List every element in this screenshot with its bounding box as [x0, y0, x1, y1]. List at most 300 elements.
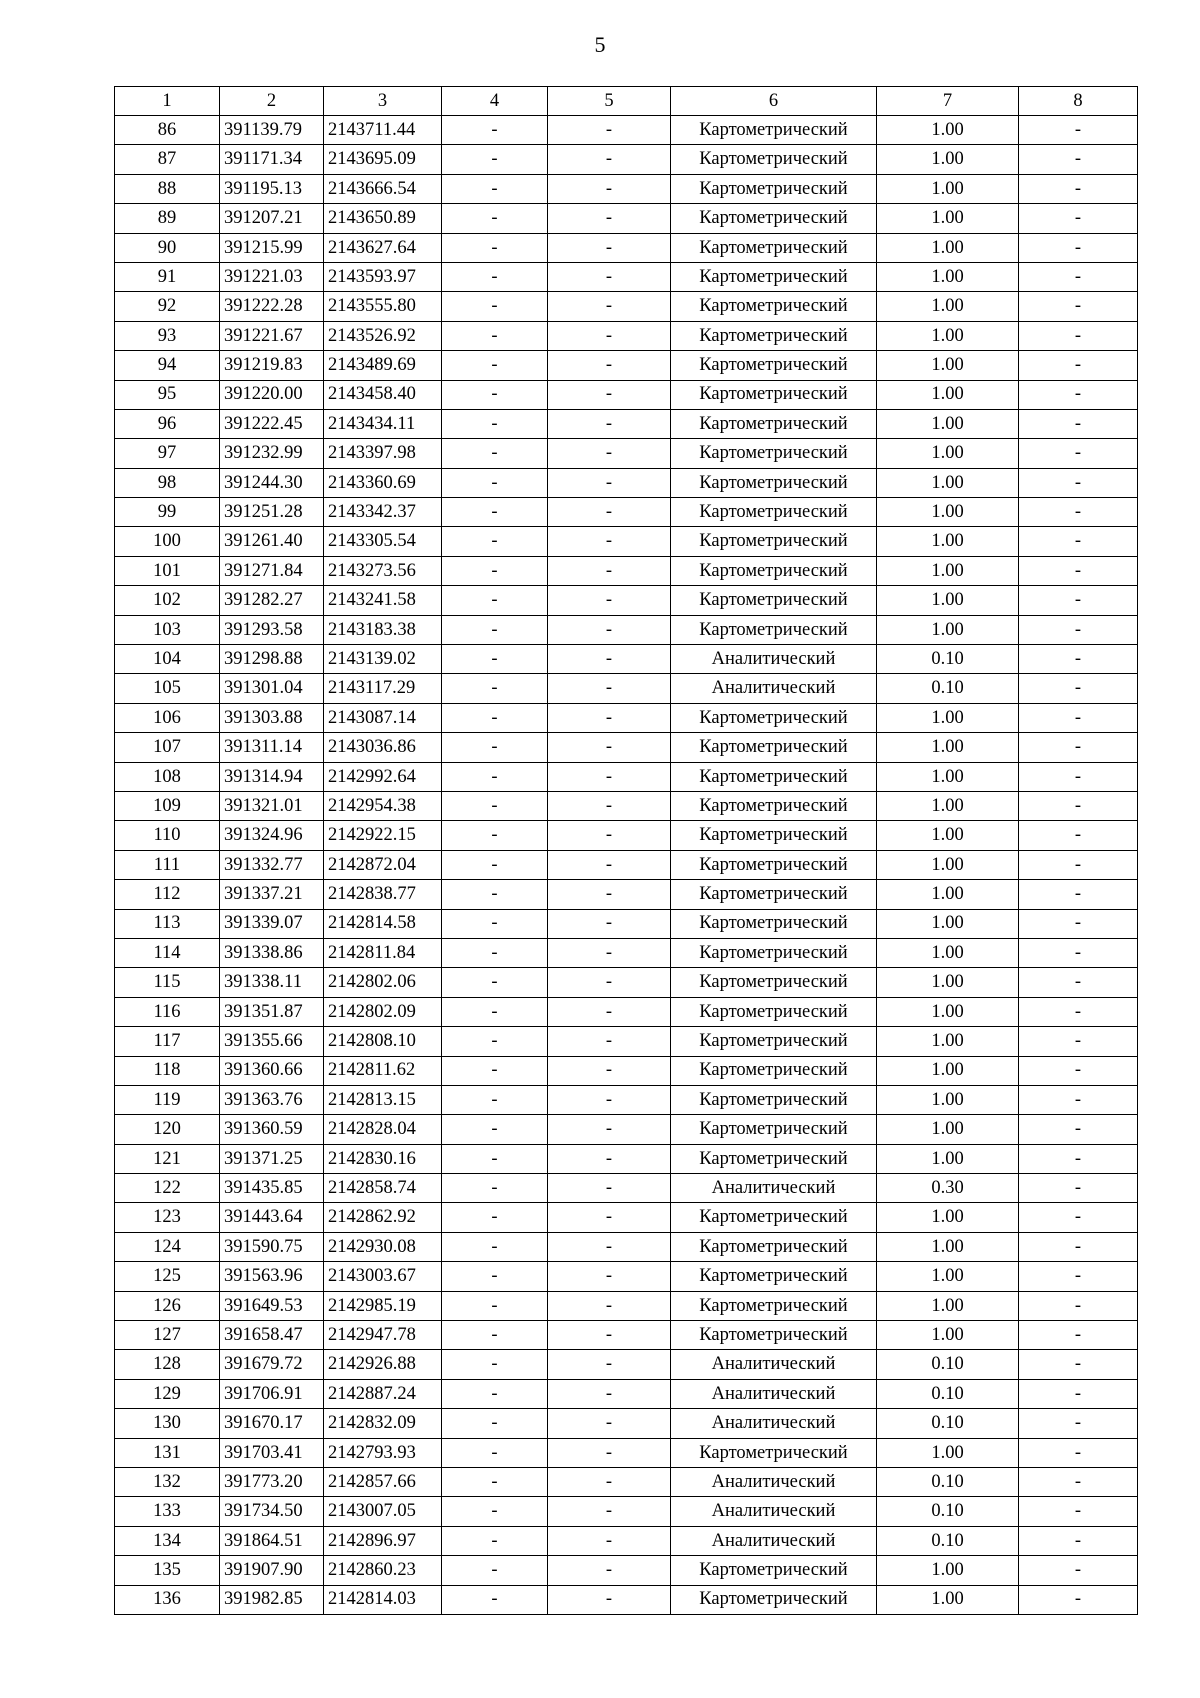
column-8-cell: -	[1019, 233, 1138, 262]
col-8-header: 8	[1019, 87, 1138, 116]
point-number-cell: 98	[115, 468, 220, 497]
y-coordinate-cell: 2143526.92	[324, 321, 442, 350]
table-row	[115, 703, 1138, 732]
column-5-cell: -	[548, 703, 671, 732]
accuracy-cell: 0.10	[877, 674, 1019, 703]
column-8-cell: -	[1019, 674, 1138, 703]
y-coordinate-cell: 2143397.98	[324, 439, 442, 468]
column-4-cell: -	[442, 1467, 548, 1496]
column-4-cell: -	[442, 380, 548, 409]
column-5-cell: -	[548, 468, 671, 497]
column-5-cell: -	[548, 409, 671, 438]
column-4-cell: -	[442, 791, 548, 820]
column-4-cell: -	[442, 1262, 548, 1291]
accuracy-cell: 1.00	[877, 1262, 1019, 1291]
accuracy-cell: 1.00	[877, 850, 1019, 879]
method-cell: Картометрический	[671, 380, 877, 409]
column-4-cell: -	[442, 439, 548, 468]
column-5-cell: -	[548, 1497, 671, 1526]
accuracy-cell: 0.10	[877, 1497, 1019, 1526]
column-8-cell: -	[1019, 1174, 1138, 1203]
column-8-cell: -	[1019, 1115, 1138, 1144]
point-number-cell: 88	[115, 174, 220, 203]
point-number-cell: 95	[115, 380, 220, 409]
column-5-cell: -	[548, 233, 671, 262]
x-coordinate-cell: 391363.76	[220, 1085, 324, 1114]
column-8-cell: -	[1019, 821, 1138, 850]
method-cell: Картометрический	[671, 468, 877, 497]
x-coordinate-cell: 391563.96	[220, 1262, 324, 1291]
column-8-cell: -	[1019, 321, 1138, 350]
table-row	[115, 938, 1138, 967]
method-cell: Картометрический	[671, 1556, 877, 1585]
point-number-cell: 113	[115, 909, 220, 938]
point-number-cell: 112	[115, 880, 220, 909]
x-coordinate-cell: 391907.90	[220, 1556, 324, 1585]
page-number: 5	[594, 32, 606, 57]
accuracy-cell: 1.00	[877, 380, 1019, 409]
method-cell: Картометрический	[671, 1291, 877, 1320]
column-8-cell: -	[1019, 997, 1138, 1026]
column-5-cell: -	[548, 791, 671, 820]
x-coordinate-cell: 391443.64	[220, 1203, 324, 1232]
point-number-cell: 128	[115, 1350, 220, 1379]
column-4-cell: -	[442, 1585, 548, 1614]
column-8-cell: -	[1019, 968, 1138, 997]
table-row	[115, 1232, 1138, 1261]
column-5-cell: -	[548, 645, 671, 674]
column-5-cell: -	[548, 1085, 671, 1114]
point-number-cell: 103	[115, 615, 220, 644]
x-coordinate-cell: 391703.41	[220, 1438, 324, 1467]
column-5-cell: -	[548, 556, 671, 585]
column-8-cell: -	[1019, 409, 1138, 438]
y-coordinate-cell: 2142947.78	[324, 1321, 442, 1350]
method-cell: Картометрический	[671, 439, 877, 468]
y-coordinate-cell: 2142802.06	[324, 968, 442, 997]
x-coordinate-cell: 391219.83	[220, 351, 324, 380]
y-coordinate-cell: 2142930.08	[324, 1232, 442, 1261]
accuracy-cell: 1.00	[877, 351, 1019, 380]
method-cell: Картометрический	[671, 409, 877, 438]
point-number-cell: 90	[115, 233, 220, 262]
table-row	[115, 1144, 1138, 1173]
table-row	[115, 1556, 1138, 1585]
column-8-cell: -	[1019, 909, 1138, 938]
table-row	[115, 1174, 1138, 1203]
method-cell: Аналитический	[671, 1174, 877, 1203]
x-coordinate-cell: 391221.03	[220, 262, 324, 291]
accuracy-cell: 1.00	[877, 527, 1019, 556]
column-4-cell: -	[442, 615, 548, 644]
column-5-cell: -	[548, 762, 671, 791]
x-coordinate-cell: 391314.94	[220, 762, 324, 791]
y-coordinate-cell: 2143458.40	[324, 380, 442, 409]
method-cell: Картометрический	[671, 1027, 877, 1056]
column-8-cell: -	[1019, 292, 1138, 321]
x-coordinate-cell: 391590.75	[220, 1232, 324, 1261]
column-8-cell: -	[1019, 1409, 1138, 1438]
point-number-cell: 131	[115, 1438, 220, 1467]
y-coordinate-cell: 2143003.67	[324, 1262, 442, 1291]
x-coordinate-cell: 391360.66	[220, 1056, 324, 1085]
x-coordinate-cell: 391221.67	[220, 321, 324, 350]
y-coordinate-cell: 2143273.56	[324, 556, 442, 585]
x-coordinate-cell: 391670.17	[220, 1409, 324, 1438]
point-number-cell: 126	[115, 1291, 220, 1320]
point-number-cell: 120	[115, 1115, 220, 1144]
column-4-cell: -	[442, 997, 548, 1026]
x-coordinate-cell: 391303.88	[220, 703, 324, 732]
y-coordinate-cell: 2142896.97	[324, 1526, 442, 1555]
column-5-cell: -	[548, 498, 671, 527]
y-coordinate-cell: 2142814.03	[324, 1585, 442, 1614]
column-8-cell: -	[1019, 527, 1138, 556]
x-coordinate-cell: 391360.59	[220, 1115, 324, 1144]
column-5-cell: -	[548, 1027, 671, 1056]
x-coordinate-cell: 391171.34	[220, 145, 324, 174]
column-8-cell: -	[1019, 204, 1138, 233]
column-8-cell: -	[1019, 468, 1138, 497]
column-5-cell: -	[548, 380, 671, 409]
method-cell: Картометрический	[671, 233, 877, 262]
col-1-header: 1	[115, 87, 220, 116]
method-cell: Картометрический	[671, 909, 877, 938]
column-5-cell: -	[548, 527, 671, 556]
column-8-cell: -	[1019, 1379, 1138, 1408]
column-5-cell: -	[548, 1262, 671, 1291]
accuracy-cell: 1.00	[877, 938, 1019, 967]
accuracy-cell: 0.10	[877, 1526, 1019, 1555]
x-coordinate-cell: 391338.86	[220, 938, 324, 967]
col-6-header: 6	[671, 87, 877, 116]
x-coordinate-cell: 391271.84	[220, 556, 324, 585]
column-4-cell: -	[442, 292, 548, 321]
column-8-cell: -	[1019, 1556, 1138, 1585]
point-number-cell: 135	[115, 1556, 220, 1585]
column-5-cell: -	[548, 586, 671, 615]
accuracy-cell: 1.00	[877, 909, 1019, 938]
column-4-cell: -	[442, 1085, 548, 1114]
column-4-cell: -	[442, 645, 548, 674]
x-coordinate-cell: 391355.66	[220, 1027, 324, 1056]
table-row	[115, 880, 1138, 909]
accuracy-cell: 0.10	[877, 645, 1019, 674]
table-row	[115, 556, 1138, 585]
column-5-cell: -	[548, 1585, 671, 1614]
method-cell: Картометрический	[671, 292, 877, 321]
column-8-cell: -	[1019, 762, 1138, 791]
x-coordinate-cell: 391244.30	[220, 468, 324, 497]
y-coordinate-cell: 2142862.92	[324, 1203, 442, 1232]
y-coordinate-cell: 2142832.09	[324, 1409, 442, 1438]
column-8-cell: -	[1019, 145, 1138, 174]
accuracy-cell: 1.00	[877, 556, 1019, 585]
column-8-cell: -	[1019, 556, 1138, 585]
column-5-cell: -	[548, 145, 671, 174]
coordinates-table	[114, 86, 1138, 1615]
point-number-cell: 101	[115, 556, 220, 585]
y-coordinate-cell: 2142808.10	[324, 1027, 442, 1056]
col-7-header: 7	[877, 87, 1019, 116]
point-number-cell: 109	[115, 791, 220, 820]
point-number-cell: 136	[115, 1585, 220, 1614]
column-4-cell: -	[442, 968, 548, 997]
table-row	[115, 409, 1138, 438]
method-cell: Картометрический	[671, 997, 877, 1026]
y-coordinate-cell: 2143305.54	[324, 527, 442, 556]
method-cell: Картометрический	[671, 1262, 877, 1291]
column-4-cell: -	[442, 233, 548, 262]
y-coordinate-cell: 2142860.23	[324, 1556, 442, 1585]
table-row	[115, 204, 1138, 233]
y-coordinate-cell: 2143434.11	[324, 409, 442, 438]
table-row	[115, 1526, 1138, 1555]
accuracy-cell: 1.00	[877, 145, 1019, 174]
accuracy-cell: 1.00	[877, 1556, 1019, 1585]
x-coordinate-cell: 391293.58	[220, 615, 324, 644]
column-4-cell: -	[442, 468, 548, 497]
y-coordinate-cell: 2142954.38	[324, 791, 442, 820]
column-5-cell: -	[548, 1526, 671, 1555]
method-cell: Картометрический	[671, 821, 877, 850]
column-8-cell: -	[1019, 1438, 1138, 1467]
table-row	[115, 1467, 1138, 1496]
column-5-cell: -	[548, 909, 671, 938]
table-row	[115, 145, 1138, 174]
table-row	[115, 1027, 1138, 1056]
table-row	[115, 1115, 1138, 1144]
column-4-cell: -	[442, 1027, 548, 1056]
column-4-cell: -	[442, 880, 548, 909]
method-cell: Картометрический	[671, 850, 877, 879]
point-number-cell: 115	[115, 968, 220, 997]
column-4-cell: -	[442, 909, 548, 938]
column-4-cell: -	[442, 116, 548, 145]
point-number-cell: 87	[115, 145, 220, 174]
y-coordinate-cell: 2142857.66	[324, 1467, 442, 1496]
column-8-cell: -	[1019, 1056, 1138, 1085]
column-5-cell: -	[548, 938, 671, 967]
point-number-cell: 118	[115, 1056, 220, 1085]
column-4-cell: -	[442, 733, 548, 762]
y-coordinate-cell: 2143555.80	[324, 292, 442, 321]
column-4-cell: -	[442, 1174, 548, 1203]
column-8-cell: -	[1019, 1262, 1138, 1291]
column-8-cell: -	[1019, 938, 1138, 967]
method-cell: Картометрический	[671, 1203, 877, 1232]
column-8-cell: -	[1019, 1467, 1138, 1496]
accuracy-cell: 1.00	[877, 1232, 1019, 1261]
point-number-cell: 121	[115, 1144, 220, 1173]
column-8-cell: -	[1019, 1203, 1138, 1232]
table-row	[115, 351, 1138, 380]
x-coordinate-cell: 391195.13	[220, 174, 324, 203]
column-8-cell: -	[1019, 615, 1138, 644]
y-coordinate-cell: 2143007.05	[324, 1497, 442, 1526]
table-row	[115, 527, 1138, 556]
table-row	[115, 1497, 1138, 1526]
column-5-cell: -	[548, 1409, 671, 1438]
table-row	[115, 997, 1138, 1026]
column-4-cell: -	[442, 1291, 548, 1320]
x-coordinate-cell: 391311.14	[220, 733, 324, 762]
method-cell: Картометрический	[671, 1321, 877, 1350]
y-coordinate-cell: 2142872.04	[324, 850, 442, 879]
table-row	[115, 821, 1138, 850]
point-number-cell: 105	[115, 674, 220, 703]
column-4-cell: -	[442, 1409, 548, 1438]
table-row	[115, 292, 1138, 321]
point-number-cell: 92	[115, 292, 220, 321]
column-8-cell: -	[1019, 1291, 1138, 1320]
table-row	[115, 380, 1138, 409]
column-4-cell: -	[442, 762, 548, 791]
point-number-cell: 89	[115, 204, 220, 233]
method-cell: Картометрический	[671, 586, 877, 615]
y-coordinate-cell: 2142802.09	[324, 997, 442, 1026]
point-number-cell: 134	[115, 1526, 220, 1555]
column-8-cell: -	[1019, 1144, 1138, 1173]
x-coordinate-cell: 391207.21	[220, 204, 324, 233]
table-row	[115, 498, 1138, 527]
table-row	[115, 1438, 1138, 1467]
accuracy-cell: 1.00	[877, 439, 1019, 468]
column-8-cell: -	[1019, 1321, 1138, 1350]
column-5-cell: -	[548, 1056, 671, 1085]
column-5-cell: -	[548, 1232, 671, 1261]
table-row	[115, 762, 1138, 791]
column-8-cell: -	[1019, 1085, 1138, 1114]
x-coordinate-cell: 391324.96	[220, 821, 324, 850]
y-coordinate-cell: 2143087.14	[324, 703, 442, 732]
accuracy-cell: 1.00	[877, 1585, 1019, 1614]
method-cell: Картометрический	[671, 1585, 877, 1614]
y-coordinate-cell: 2143650.89	[324, 204, 442, 233]
point-number-cell: 93	[115, 321, 220, 350]
column-4-cell: -	[442, 1526, 548, 1555]
accuracy-cell: 1.00	[877, 733, 1019, 762]
accuracy-cell: 1.00	[877, 1203, 1019, 1232]
x-coordinate-cell: 391649.53	[220, 1291, 324, 1320]
point-number-cell: 117	[115, 1027, 220, 1056]
column-5-cell: -	[548, 880, 671, 909]
point-number-cell: 94	[115, 351, 220, 380]
accuracy-cell: 1.00	[877, 204, 1019, 233]
accuracy-cell: 1.00	[877, 1085, 1019, 1114]
column-5-cell: -	[548, 351, 671, 380]
accuracy-cell: 1.00	[877, 1144, 1019, 1173]
column-8-cell: -	[1019, 586, 1138, 615]
column-4-cell: -	[442, 1056, 548, 1085]
method-cell: Аналитический	[671, 1409, 877, 1438]
method-cell: Картометрический	[671, 1085, 877, 1114]
x-coordinate-cell: 391232.99	[220, 439, 324, 468]
col-3-header: 3	[324, 87, 442, 116]
point-number-cell: 116	[115, 997, 220, 1026]
column-4-cell: -	[442, 586, 548, 615]
table-row	[115, 321, 1138, 350]
y-coordinate-cell: 2143711.44	[324, 116, 442, 145]
x-coordinate-cell: 391222.45	[220, 409, 324, 438]
point-number-cell: 107	[115, 733, 220, 762]
y-coordinate-cell: 2142887.24	[324, 1379, 442, 1408]
table-row	[115, 645, 1138, 674]
column-5-cell: -	[548, 204, 671, 233]
accuracy-cell: 1.00	[877, 1321, 1019, 1350]
y-coordinate-cell: 2142814.58	[324, 909, 442, 938]
point-number-cell: 111	[115, 850, 220, 879]
point-number-cell: 127	[115, 1321, 220, 1350]
method-cell: Картометрический	[671, 204, 877, 233]
accuracy-cell: 1.00	[877, 498, 1019, 527]
column-8-cell: -	[1019, 1585, 1138, 1614]
x-coordinate-cell: 391371.25	[220, 1144, 324, 1173]
accuracy-cell: 1.00	[877, 409, 1019, 438]
point-number-cell: 106	[115, 703, 220, 732]
accuracy-cell: 1.00	[877, 615, 1019, 644]
column-4-cell: -	[442, 1321, 548, 1350]
y-coordinate-cell: 2143036.86	[324, 733, 442, 762]
table-header-row	[115, 87, 1138, 116]
method-cell: Аналитический	[671, 1526, 877, 1555]
table-row	[115, 968, 1138, 997]
point-number-cell: 130	[115, 1409, 220, 1438]
x-coordinate-cell: 391261.40	[220, 527, 324, 556]
point-number-cell: 129	[115, 1379, 220, 1408]
table-row	[115, 116, 1138, 145]
column-8-cell: -	[1019, 1526, 1138, 1555]
method-cell: Картометрический	[671, 938, 877, 967]
accuracy-cell: 1.00	[877, 116, 1019, 145]
column-8-cell: -	[1019, 262, 1138, 291]
accuracy-cell: 1.00	[877, 1291, 1019, 1320]
x-coordinate-cell: 391338.11	[220, 968, 324, 997]
method-cell: Аналитический	[671, 645, 877, 674]
table-row	[115, 468, 1138, 497]
method-cell: Аналитический	[671, 674, 877, 703]
column-5-cell: -	[548, 1556, 671, 1585]
accuracy-cell: 0.30	[877, 1174, 1019, 1203]
y-coordinate-cell: 2142992.64	[324, 762, 442, 791]
accuracy-cell: 0.10	[877, 1467, 1019, 1496]
x-coordinate-cell: 391301.04	[220, 674, 324, 703]
x-coordinate-cell: 391706.91	[220, 1379, 324, 1408]
x-coordinate-cell: 391679.72	[220, 1350, 324, 1379]
column-4-cell: -	[442, 1115, 548, 1144]
column-4-cell: -	[442, 1497, 548, 1526]
column-5-cell: -	[548, 1203, 671, 1232]
column-8-cell: -	[1019, 850, 1138, 879]
column-5-cell: -	[548, 997, 671, 1026]
y-coordinate-cell: 2143183.38	[324, 615, 442, 644]
column-5-cell: -	[548, 1291, 671, 1320]
column-5-cell: -	[548, 615, 671, 644]
point-number-cell: 124	[115, 1232, 220, 1261]
column-8-cell: -	[1019, 1497, 1138, 1526]
method-cell: Картометрический	[671, 116, 877, 145]
column-8-cell: -	[1019, 880, 1138, 909]
x-coordinate-cell: 391282.27	[220, 586, 324, 615]
column-8-cell: -	[1019, 498, 1138, 527]
x-coordinate-cell: 391332.77	[220, 850, 324, 879]
method-cell: Картометрический	[671, 968, 877, 997]
y-coordinate-cell: 2142838.77	[324, 880, 442, 909]
y-coordinate-cell: 2143593.97	[324, 262, 442, 291]
point-number-cell: 133	[115, 1497, 220, 1526]
column-4-cell: -	[442, 703, 548, 732]
column-5-cell: -	[548, 850, 671, 879]
